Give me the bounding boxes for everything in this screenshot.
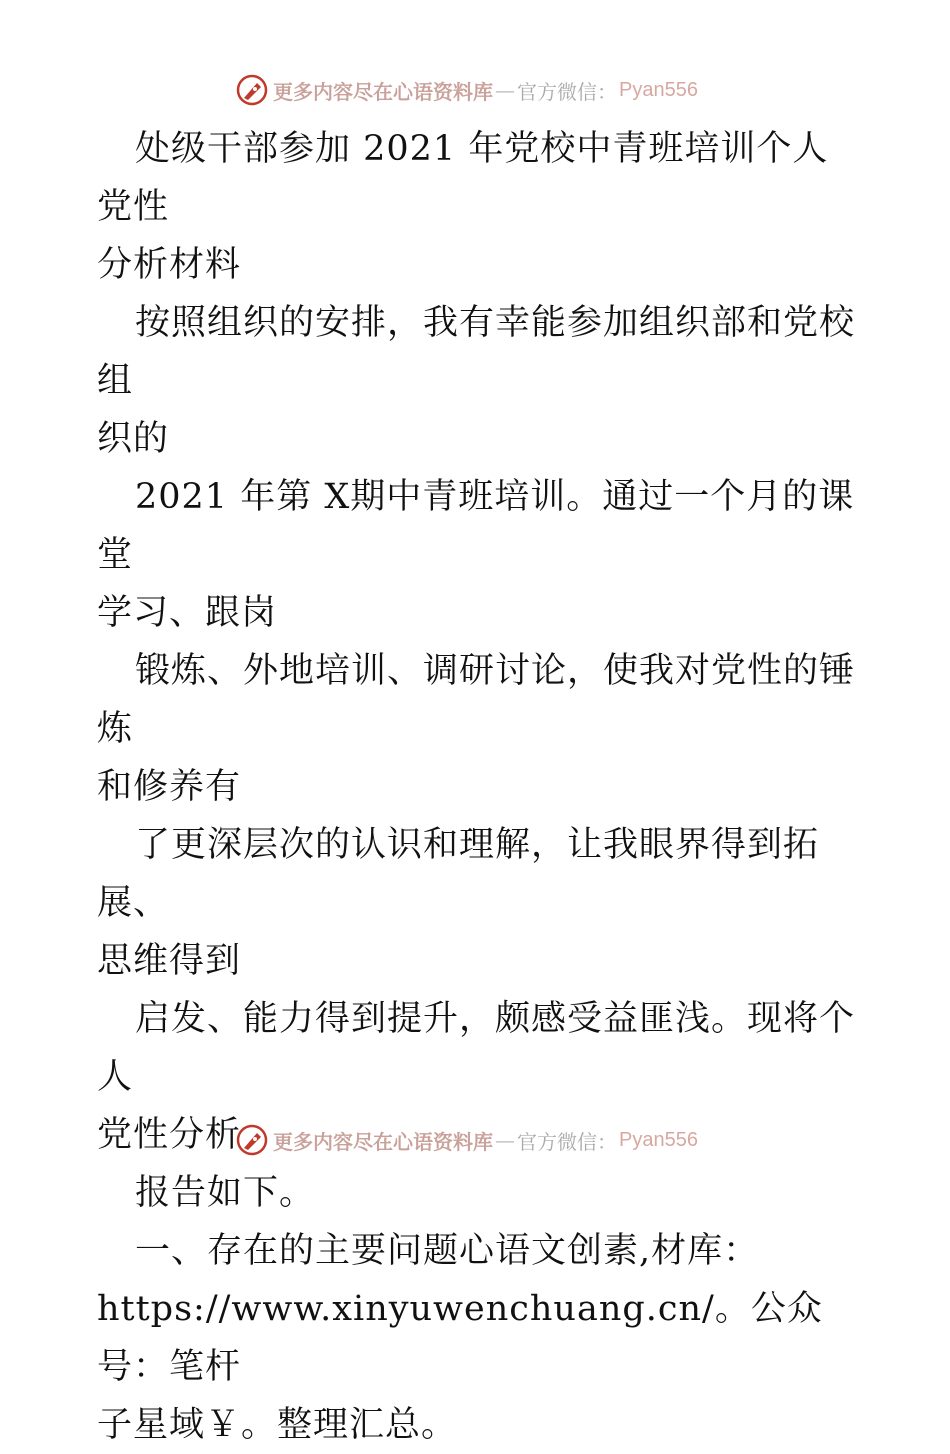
pen-nib-logo-icon: [235, 73, 269, 107]
footer-watermark: [235, 1120, 715, 1160]
paragraph-5: 启发、能力得到提升，颇感受益匪浅。现将个人 党性分析: [97, 999, 856, 1155]
watermark-wechat-id: Pyan556: [619, 78, 698, 101]
paragraph-1: 按照组织的安排，我有幸能参加组织部和党校组 织的: [97, 303, 856, 459]
paragraph-2: 2021 年第 X期中青班培训。通过一个月的课堂 学习、跟岗: [97, 477, 855, 633]
document-body: [97, 120, 857, 1454]
watermark-dash: —: [495, 78, 515, 102]
paragraph-6: 报告如下。: [135, 1173, 316, 1213]
watermark-label: 官方微信：: [517, 1129, 617, 1154]
watermark-wechat-id: Pyan556: [619, 1128, 698, 1151]
watermark-brand: 更多内容尽在心语资料库: [273, 79, 493, 104]
watermark-dash: —: [495, 1128, 515, 1152]
document-title: 处级干部参加 2021 年党校中青班培训个人党性 分析材料: [97, 129, 829, 285]
section-heading-1: 一、存在的主要问题心语文创素,材库： https://www.xinyuwenchuang.cn/。公众号：笔杆 子星域￥。整理汇总。: [97, 1231, 823, 1445]
pen-nib-logo-icon: [235, 1123, 269, 1157]
paragraph-3: 锻炼、外地培训、调研讨论，使我对党性的锤炼 和修养有: [97, 651, 856, 807]
watermark-label: 官方微信：: [517, 79, 617, 104]
paragraph-4: 了更深层次的认识和理解，让我眼界得到拓展、 思维得到: [97, 825, 820, 981]
watermark-brand: 更多内容尽在心语资料库: [273, 1129, 493, 1154]
header-watermark: [235, 70, 715, 110]
